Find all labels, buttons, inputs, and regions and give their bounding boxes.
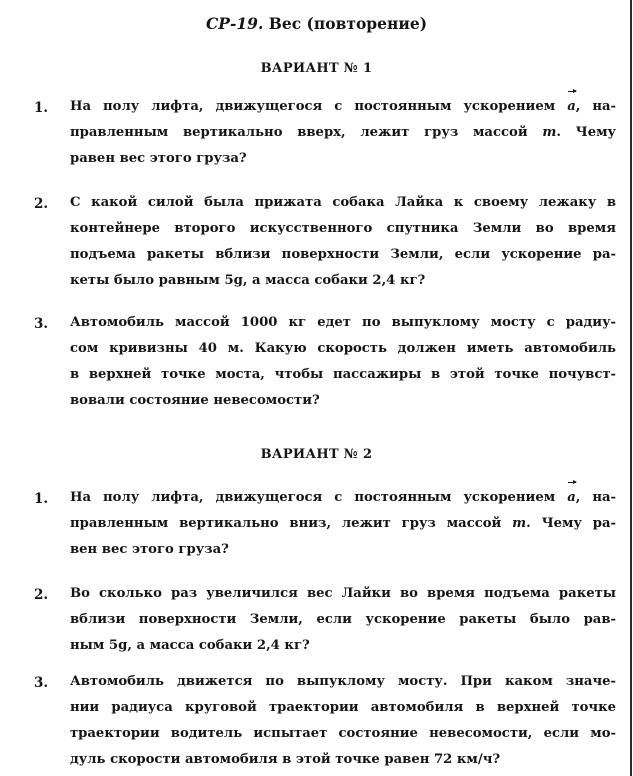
problem-number: 3.	[34, 316, 49, 332]
problem-number: 3.	[34, 675, 49, 691]
problem-number: 2.	[34, 587, 49, 603]
variant-2-heading: ВАРИАНТ № 2	[260, 447, 373, 462]
vector-a-symbol: a	[567, 94, 576, 120]
mass-symbol: m	[542, 125, 557, 140]
problem-line: вблизи поверхности Земли, если ускорение ракеты было рав-	[70, 612, 616, 627]
vector-a-symbol: a	[567, 485, 576, 511]
problem-text	[70, 485, 616, 563]
worksheet-title	[0, 14, 633, 33]
problem-number: 1.	[34, 100, 49, 116]
worksheet-title-text: Вес (повторение)	[268, 14, 428, 33]
problem-line: равен вес этого груза?	[70, 151, 247, 166]
problem-line: кеты было равным 5g, а масса собаки 2,4 кг?	[70, 273, 426, 288]
problem-line: правленным вертикально вниз, лежит груз массой m. Чему ра-	[70, 516, 616, 531]
problem-line: ным 5g, а масса собаки 2,4 кг?	[70, 638, 310, 653]
problem-text	[70, 669, 616, 773]
mass-symbol: m	[512, 516, 527, 531]
problem-line: На полу лифта, движущегося с постоянным ускорением a, на-	[70, 94, 616, 120]
problem-line: С какой силой была прижата собака Лайка к своему лежаку в	[70, 195, 616, 210]
problem-text	[70, 94, 616, 172]
problem-line: подъема ракеты вблизи поверхности Земли, если ускорение ра-	[70, 247, 616, 262]
problem-number: 1.	[34, 491, 49, 507]
problem-line: Автомобиль движется по выпуклому мосту. При каком значе-	[70, 674, 616, 689]
problem-line: вен вес этого груза?	[70, 542, 229, 557]
problem-line: нии радиуса круговой траектории автомобиля в верхней точке	[70, 700, 616, 715]
problem-text	[70, 310, 616, 414]
variant-1-heading: ВАРИАНТ № 1	[260, 61, 373, 76]
problem-line: правленным вертикально вверх, лежит груз массой m. Чему	[70, 125, 616, 140]
problem-line: Во сколько раз увеличился вес Лайки во время подъема ракеты	[70, 586, 616, 601]
problem-text	[70, 581, 616, 659]
problem-line: Автомобиль массой 1000 кг едет по выпуклому мосту с радиу-	[70, 315, 616, 330]
problem-line: вовали состояние невесомости?	[70, 393, 320, 408]
problem-line: траектории водитель испытает состояние невесомости, если мо-	[70, 726, 616, 741]
problem-line: дуль скорости автомобиля в этой точке равен 72 км/ч?	[70, 752, 501, 767]
problem-line: контейнере второго искусственного спутника Земли во время	[70, 221, 616, 236]
problem-line: в верхней точке моста, чтобы пассажиры в этой точке почувст-	[70, 367, 616, 382]
worksheet-code: СР-19.	[205, 14, 264, 33]
problem-text	[70, 190, 616, 294]
page-edge-rule	[630, 0, 632, 776]
problem-line: На полу лифта, движущегося с постоянным ускорением a, на-	[70, 485, 616, 511]
problem-number: 2.	[34, 196, 49, 212]
problem-line: сом кривизны 40 м. Какую скорость должен иметь автомобиль	[70, 341, 616, 356]
